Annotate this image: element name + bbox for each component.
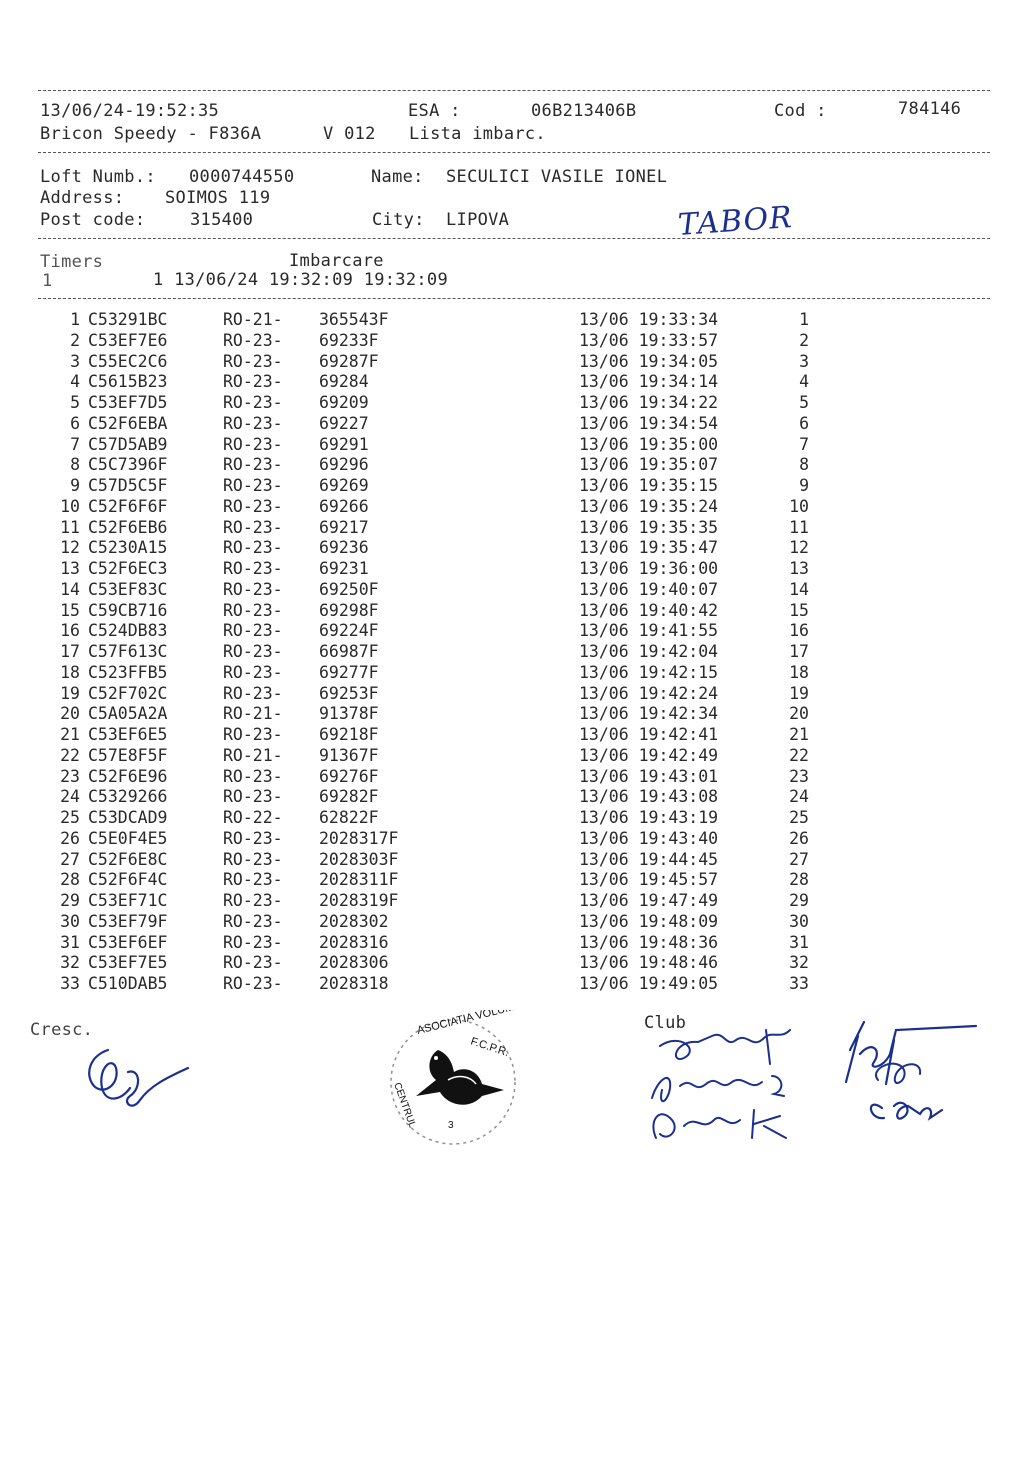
entry-row: [40, 435, 809, 456]
timers-label: Timers: [40, 252, 104, 272]
entry-row: [40, 953, 809, 974]
entry-index: 28: [60, 870, 80, 890]
svg-text:F.C.P.R.: F.C.P.R.: [469, 1035, 511, 1060]
club-label: Club: [644, 1013, 687, 1033]
entry-index: 26: [60, 828, 80, 848]
entry-ring-number: 69298F: [319, 600, 379, 620]
entry-time: 13/06 19:35:24: [579, 496, 719, 516]
name-value: SECULICI VASILE IONEL: [446, 167, 668, 187]
entry-ring-prefix: RO-23-: [223, 849, 283, 869]
entry-row: [40, 808, 809, 829]
entry-rank: 9: [799, 476, 809, 495]
entry-time: 13/06 19:48:46: [579, 953, 719, 973]
entry-rank: 5: [799, 393, 809, 412]
entry-chip-code: C5329266: [88, 787, 168, 807]
entry-ring-number: 69282F: [319, 787, 379, 807]
entry-time: 13/06 19:35:00: [579, 434, 719, 454]
entry-ring-prefix: RO-23-: [223, 787, 283, 807]
entry-index: 32: [60, 953, 80, 973]
entry-rank: 15: [789, 600, 809, 620]
entry-time: 13/06 19:43:01: [579, 766, 719, 786]
entry-index: 4: [70, 372, 80, 392]
entry-row: [40, 310, 809, 331]
timer-line: 1 13/06/24 19:32:09 19:32:09: [153, 270, 448, 290]
city-label: City:: [372, 210, 425, 230]
entry-time: 13/06 19:42:49: [579, 745, 719, 765]
entry-row: [40, 704, 809, 725]
loft-number-label: Loft Numb.:: [40, 167, 156, 187]
entry-chip-code: C52F702C: [88, 683, 168, 703]
svg-text:ASOCIATIA VOLUMBI: ASOCIATIA VOLUMBI: [415, 1010, 526, 1037]
handwritten-note: TABOR: [676, 200, 794, 243]
entry-time: 13/06 19:47:49: [579, 891, 719, 910]
entry-ring-number: 69250F: [319, 579, 379, 599]
entry-ring-prefix: RO-23-: [223, 393, 283, 412]
entry-rank: 19: [789, 683, 809, 703]
entry-ring-prefix: RO-23-: [223, 559, 283, 578]
cod-value: 784146: [898, 99, 962, 119]
entry-row: [40, 642, 809, 663]
entry-index: 27: [60, 849, 80, 869]
entry-ring-prefix: RO-23-: [223, 828, 283, 848]
entry-ring-number: 2028311F: [319, 870, 399, 890]
entry-rank: 14: [789, 579, 809, 599]
entry-index: 1: [70, 310, 80, 329]
entry-time: 13/06 19:42:41: [579, 725, 719, 744]
entry-row: [40, 621, 809, 642]
dashed-rule-header: [38, 152, 990, 153]
entry-rank: 22: [789, 745, 809, 765]
entry-index: 13: [60, 559, 80, 578]
entry-index: 17: [60, 642, 80, 661]
entry-index: 22: [60, 745, 80, 765]
entry-index: 10: [60, 496, 80, 516]
breeder-signature: [70, 1038, 200, 1118]
entry-ring-prefix: RO-22-: [223, 808, 283, 827]
entry-time: 13/06 19:49:05: [579, 974, 719, 993]
entry-ring-prefix: RO-23-: [223, 538, 283, 558]
entry-row: [40, 455, 809, 476]
entry-ring-prefix: RO-23-: [223, 974, 283, 993]
entry-ring-number: 69233F: [319, 330, 379, 350]
entry-rank: 20: [789, 704, 809, 724]
entry-index: 14: [60, 579, 80, 599]
entry-chip-code: C5230A15: [88, 538, 168, 558]
timer-number: 1: [42, 271, 53, 291]
entry-time: 13/06 19:48:09: [579, 911, 719, 931]
entry-ring-number: 69269: [319, 476, 369, 495]
entry-time: 13/06 19:34:22: [579, 393, 719, 412]
entry-ring-prefix: RO-23-: [223, 476, 283, 495]
entry-time: 13/06 19:35:07: [579, 455, 719, 475]
entry-ring-prefix: RO-23-: [223, 766, 283, 786]
entry-chip-code: C52F6EBA: [88, 413, 168, 433]
entries-body: [40, 310, 809, 995]
entry-time: 13/06 19:42:15: [579, 662, 719, 682]
entry-ring-number: 91378F: [319, 704, 379, 724]
entry-chip-code: C5A05A2A: [88, 704, 168, 724]
entry-time: 13/06 19:42:24: [579, 683, 719, 703]
association-stamp: [378, 1010, 528, 1150]
entry-index: 29: [60, 891, 80, 910]
entry-row: [40, 580, 809, 601]
entry-row: [40, 497, 809, 518]
entry-index: 25: [60, 808, 80, 827]
entry-ring-prefix: RO-23-: [223, 351, 283, 371]
entry-chip-code: C523FFB5: [88, 662, 168, 682]
entry-time: 13/06 19:42:34: [579, 704, 719, 724]
entry-ring-number: 2028319F: [319, 891, 399, 910]
entry-ring-number: 2028303F: [319, 849, 399, 869]
entry-ring-prefix: RO-23-: [223, 579, 283, 599]
entry-rank: 32: [789, 953, 809, 973]
entry-row: [40, 746, 809, 767]
entry-rank: 30: [789, 911, 809, 931]
entry-index: 24: [60, 787, 80, 807]
entry-rank: 24: [789, 787, 809, 807]
post-code-value: 315400: [190, 210, 254, 230]
entry-ring-prefix: RO-23-: [223, 953, 283, 973]
entry-chip-code: C52F6E96: [88, 766, 168, 786]
entry-index: 20: [60, 704, 80, 724]
entry-time: 13/06 19:33:57: [579, 330, 719, 350]
entry-row: [40, 331, 809, 352]
entry-index: 11: [60, 517, 80, 537]
entry-chip-code: C5C7396F: [88, 455, 168, 475]
entry-row: [40, 663, 809, 684]
entry-ring-number: 91367F: [319, 745, 379, 765]
entry-row: [40, 912, 809, 933]
dashed-rule-timers: [38, 298, 990, 299]
entry-row: [40, 870, 809, 891]
entry-chip-code: C53EF71C: [88, 891, 168, 910]
entry-index: 21: [60, 725, 80, 744]
entry-time: 13/06 19:41:55: [579, 621, 719, 641]
entry-ring-prefix: RO-23-: [223, 662, 283, 682]
entry-rank: 2: [799, 330, 809, 350]
entry-ring-prefix: RO-23-: [223, 455, 283, 475]
entry-time: 13/06 19:34:54: [579, 413, 719, 433]
entry-chip-code: C57D5AB9: [88, 434, 168, 454]
entry-row: [40, 684, 809, 705]
entry-index: 18: [60, 662, 80, 682]
address-value: SOIMOS 119: [165, 188, 271, 208]
entry-ring-number: 2028316: [319, 932, 389, 952]
entry-rank: 13: [789, 559, 809, 578]
firmware-version: V 012: [323, 124, 376, 144]
entry-ring-number: 69209: [319, 393, 369, 412]
imbarcare-label: Imbarcare: [289, 251, 384, 271]
entry-rank: 3: [799, 351, 809, 371]
entry-index: 33: [60, 974, 80, 993]
entry-ring-prefix: RO-23-: [223, 330, 283, 350]
entry-time: 13/06 19:45:57: [579, 870, 719, 890]
entry-ring-number: 69217: [319, 517, 369, 537]
entry-ring-number: 2028306: [319, 953, 389, 973]
entry-index: 7: [70, 434, 80, 454]
entry-chip-code: C5615B23: [88, 372, 168, 392]
entry-ring-prefix: RO-21-: [223, 310, 283, 329]
entry-row: [40, 352, 809, 373]
entry-chip-code: C52F6F4C: [88, 870, 168, 890]
entry-chip-code: C53DCAD9: [88, 808, 168, 827]
entry-ring-prefix: RO-21-: [223, 745, 283, 765]
entry-ring-prefix: RO-23-: [223, 496, 283, 516]
entry-ring-number: 69224F: [319, 621, 379, 641]
entry-ring-number: 2028302: [319, 911, 389, 931]
entry-rank: 25: [789, 808, 809, 827]
entry-chip-code: C53EF7E6: [88, 330, 168, 350]
entry-rank: 8: [799, 455, 809, 475]
entry-rank: 29: [789, 891, 809, 910]
entry-time: 13/06 19:43:08: [579, 787, 719, 807]
entry-chip-code: C55EC2C6: [88, 351, 168, 371]
entry-ring-prefix: RO-23-: [223, 434, 283, 454]
entry-row: [40, 767, 809, 788]
entry-row: [40, 787, 809, 808]
entry-chip-code: C53EF7D5: [88, 393, 168, 412]
entry-row: [40, 933, 809, 954]
entry-chip-code: C52F6EB6: [88, 517, 168, 537]
entry-index: 5: [70, 393, 80, 412]
entry-rank: 31: [789, 932, 809, 952]
entry-time: 13/06 19:44:45: [579, 849, 719, 869]
entry-ring-number: 69291: [319, 434, 369, 454]
entry-rank: 6: [799, 413, 809, 433]
entry-rank: 21: [789, 725, 809, 744]
entry-row: [40, 850, 809, 871]
entry-row: [40, 414, 809, 435]
entry-row: [40, 372, 809, 393]
entry-ring-number: 69284: [319, 372, 369, 392]
cod-label: Cod :: [774, 101, 827, 121]
entry-time: 13/06 19:34:05: [579, 351, 719, 371]
entry-rank: 26: [789, 828, 809, 848]
entry-rank: 4: [799, 372, 809, 392]
entry-rank: 27: [789, 849, 809, 869]
dashed-rule-loft: [38, 238, 990, 239]
entry-ring-prefix: RO-23-: [223, 413, 283, 433]
entry-time: 13/06 19:42:04: [579, 642, 719, 661]
entry-row: [40, 518, 809, 539]
entry-time: 13/06 19:40:42: [579, 600, 719, 620]
entry-rank: 7: [799, 434, 809, 454]
entry-index: 16: [60, 621, 80, 641]
entry-index: 2: [70, 330, 80, 350]
entry-chip-code: C53EF79F: [88, 911, 168, 931]
entry-ring-number: 69231: [319, 559, 369, 578]
entry-ring-number: 69227: [319, 413, 369, 433]
entry-rank: 23: [789, 766, 809, 786]
entry-time: 13/06 19:35:47: [579, 538, 719, 558]
entry-rank: 17: [789, 642, 809, 661]
entry-time: 13/06 19:48:36: [579, 932, 719, 952]
entry-chip-code: C57E8F5F: [88, 745, 168, 765]
entry-index: 3: [70, 351, 80, 371]
entries-table: [40, 310, 809, 995]
entry-chip-code: C53EF6E5: [88, 725, 168, 744]
entry-chip-code: C57D5C5F: [88, 476, 168, 495]
dashed-rule-top: [38, 90, 990, 91]
entry-index: 19: [60, 683, 80, 703]
entry-time: 13/06 19:40:07: [579, 579, 719, 599]
entry-row: [40, 559, 809, 580]
entry-time: 13/06 19:33:34: [579, 310, 719, 329]
entry-ring-number: 62822F: [319, 808, 379, 827]
entry-rank: 12: [789, 538, 809, 558]
entry-chip-code: C53EF7E5: [88, 953, 168, 973]
entry-rank: 1: [799, 310, 809, 329]
cresc-label: Cresc.: [30, 1020, 94, 1040]
entry-ring-prefix: RO-23-: [223, 870, 283, 890]
entry-ring-prefix: RO-23-: [223, 891, 283, 910]
entry-ring-prefix: RO-23-: [223, 725, 283, 744]
entry-ring-number: 69287F: [319, 351, 379, 371]
entry-ring-prefix: RO-23-: [223, 932, 283, 952]
entry-rank: 28: [789, 870, 809, 890]
entry-row: [40, 829, 809, 850]
entry-index: 23: [60, 766, 80, 786]
entry-ring-number: 2028318: [319, 974, 389, 993]
entry-index: 30: [60, 911, 80, 931]
list-title: Lista imbarc.: [409, 124, 546, 144]
official-signature: [838, 1010, 988, 1130]
entry-ring-number: 69276F: [319, 766, 379, 786]
name-label: Name:: [371, 167, 424, 187]
city-value: LIPOVA: [446, 210, 510, 230]
entry-ring-number: 69253F: [319, 683, 379, 703]
entry-ring-prefix: RO-23-: [223, 517, 283, 537]
entry-ring-number: 69296: [319, 455, 369, 475]
entry-chip-code: C53291BC: [88, 310, 168, 329]
entry-ring-number: 69218F: [319, 725, 379, 744]
entry-ring-prefix: RO-23-: [223, 621, 283, 641]
entry-ring-prefix: RO-23-: [223, 911, 283, 931]
entry-time: 13/06 19:34:14: [579, 372, 719, 392]
post-code-label: Post code:: [40, 210, 146, 230]
svg-text:CENTRUL: CENTRUL: [391, 1081, 418, 1130]
entry-index: 15: [60, 600, 80, 620]
entry-row: [40, 974, 809, 995]
entry-ring-number: 2028317F: [319, 828, 399, 848]
print-datetime: 13/06/24-19:52:35: [40, 101, 220, 121]
entry-index: 31: [60, 932, 80, 952]
entry-chip-code: C52F6E8C: [88, 849, 168, 869]
entry-time: 13/06 19:35:35: [579, 517, 719, 537]
entry-index: 8: [70, 455, 80, 475]
entry-rank: 18: [789, 662, 809, 682]
entry-chip-code: C52F6EC3: [88, 559, 168, 578]
entry-ring-number: 66987F: [319, 642, 379, 661]
entry-rank: 10: [789, 496, 809, 516]
entry-ring-number: 69266: [319, 496, 369, 516]
entry-ring-prefix: RO-23-: [223, 600, 283, 620]
entry-rank: 16: [789, 621, 809, 641]
entry-rank: 11: [789, 517, 809, 537]
address-label: Address:: [40, 188, 125, 208]
esa-label: ESA :: [408, 101, 461, 121]
entry-ring-prefix: RO-23-: [223, 642, 283, 661]
club-signatures: [640, 1020, 820, 1150]
entry-row: [40, 393, 809, 414]
entry-row: [40, 725, 809, 746]
entry-time: 13/06 19:43:19: [579, 808, 719, 827]
esa-value: 06B213406B: [531, 101, 637, 121]
entry-row: [40, 538, 809, 559]
entry-chip-code: C59CB716: [88, 600, 168, 620]
entry-time: 13/06 19:35:15: [579, 476, 719, 495]
entry-index: 12: [60, 538, 80, 558]
entry-chip-code: C52F6F6F: [88, 496, 168, 516]
entry-rank: 33: [789, 974, 809, 993]
entry-index: 6: [70, 413, 80, 433]
loft-number-value: 0000744550: [189, 167, 295, 187]
entry-chip-code: C524DB83: [88, 621, 168, 641]
entry-ring-prefix: RO-23-: [223, 683, 283, 703]
device-name: Bricon Speedy - F836A: [40, 124, 262, 144]
entry-chip-code: C57F613C: [88, 642, 168, 661]
entry-time: 13/06 19:43:40: [579, 828, 719, 848]
entry-ring-number: 69236: [319, 538, 369, 558]
entry-index: 9: [70, 476, 80, 495]
svg-text:3: 3: [448, 1120, 454, 1131]
entry-chip-code: C53EF6EF: [88, 932, 168, 952]
entry-ring-number: 365543F: [319, 310, 389, 329]
entry-ring-prefix: RO-23-: [223, 372, 283, 392]
entry-ring-prefix: RO-21-: [223, 704, 283, 724]
entry-row: [40, 476, 809, 497]
entry-ring-number: 69277F: [319, 662, 379, 682]
entry-time: 13/06 19:36:00: [579, 559, 719, 578]
entry-chip-code: C53EF83C: [88, 579, 168, 599]
entry-row: [40, 601, 809, 622]
entry-row: [40, 891, 809, 912]
entry-chip-code: C510DAB5: [88, 974, 168, 993]
entry-chip-code: C5E0F4E5: [88, 828, 168, 848]
